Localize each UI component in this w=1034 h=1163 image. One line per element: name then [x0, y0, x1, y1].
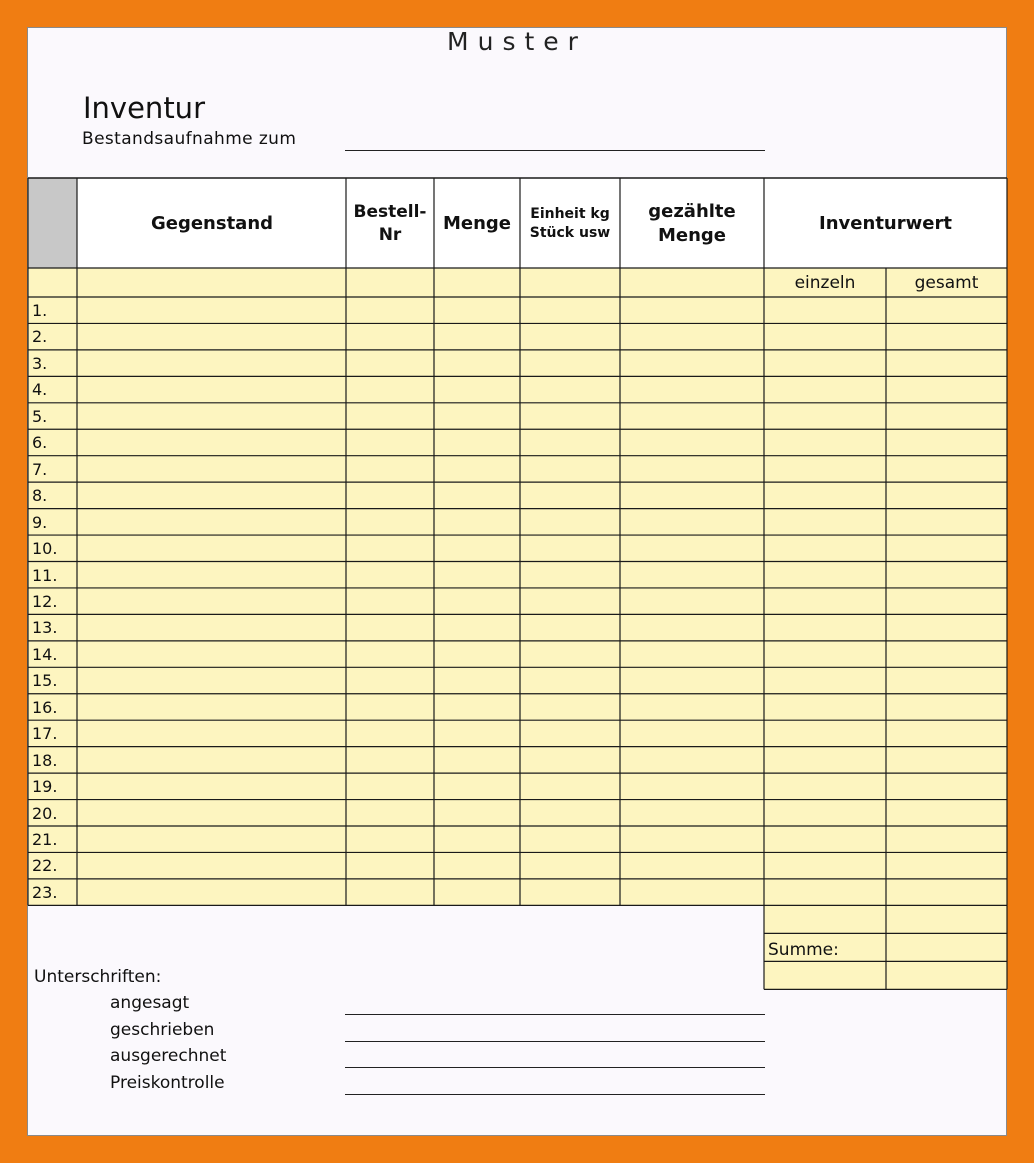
column-header-menge	[434, 180, 520, 268]
signature-line[interactable]	[345, 1041, 765, 1042]
signature-line[interactable]	[345, 1067, 765, 1068]
einheit-label-2: Stück usw	[529, 225, 611, 241]
summe-label: Summe:	[768, 940, 839, 960]
row-number: 15.	[32, 671, 58, 691]
bestellnr-label-2: Nr	[378, 225, 402, 245]
row-number: 16.	[32, 697, 58, 717]
signatures-heading: Unterschriften:	[34, 967, 162, 987]
gezaehlte-label-2: Menge	[657, 225, 727, 246]
page-title: Inventur	[83, 91, 205, 125]
date-label: Bestandsaufnahme zum	[82, 129, 297, 149]
row-number: 13.	[32, 618, 58, 638]
column-header-gegenstand	[78, 180, 346, 268]
inventurwert-label: Inventurwert	[819, 212, 952, 234]
signature-line[interactable]	[345, 1094, 765, 1095]
row-number: 18.	[32, 750, 58, 770]
row-number: 6.	[32, 433, 48, 453]
row-number: 7.	[32, 459, 48, 479]
row-number: 20.	[32, 803, 58, 823]
row-number: 1.	[32, 301, 48, 320]
table-body-fill	[28, 268, 1007, 905]
menge-label: Menge	[442, 212, 512, 234]
row-number: 23.	[32, 882, 58, 902]
subheader-einzeln: einzeln	[794, 273, 856, 293]
signature-label: geschrieben	[110, 1019, 215, 1040]
row-number: 9.	[32, 512, 48, 532]
subheader-gesamt: gesamt	[914, 273, 979, 293]
row-number: 8.	[32, 486, 48, 506]
row-number: 10.	[32, 539, 58, 559]
signature-label: Preiskontrolle	[110, 1072, 225, 1093]
row-number: 4.	[32, 380, 48, 400]
row-number: 12.	[32, 591, 58, 611]
bestellnr-label-1: Bestell-	[353, 202, 427, 223]
row-number: 21.	[32, 830, 58, 849]
einheit-label-1: Einheit kg	[530, 206, 610, 223]
signature-line[interactable]	[345, 1014, 765, 1015]
header-corner-cell	[28, 178, 77, 268]
gezaehlte-label-1: gezählte	[648, 200, 736, 222]
column-header-bestellnr	[346, 180, 434, 268]
signature-label: ausgerechnet	[110, 1046, 227, 1066]
row-number: 5.	[32, 406, 48, 426]
row-number: 14.	[32, 644, 58, 664]
row-number: 17.	[32, 724, 58, 744]
column-header-gezaehlte-menge	[620, 180, 764, 268]
column-header-inventurwert	[764, 180, 1007, 268]
watermark-label: Muster	[447, 27, 587, 56]
row-number: 11.	[32, 565, 58, 585]
row-number: 19.	[32, 777, 58, 797]
row-number: 22.	[32, 856, 58, 876]
row-number: 2.	[32, 327, 48, 347]
gegenstand-label: Gegenstand	[150, 212, 274, 234]
row-number: 3.	[32, 353, 48, 373]
signature-label: angesagt	[110, 993, 190, 1013]
column-header-einheit	[520, 180, 620, 268]
